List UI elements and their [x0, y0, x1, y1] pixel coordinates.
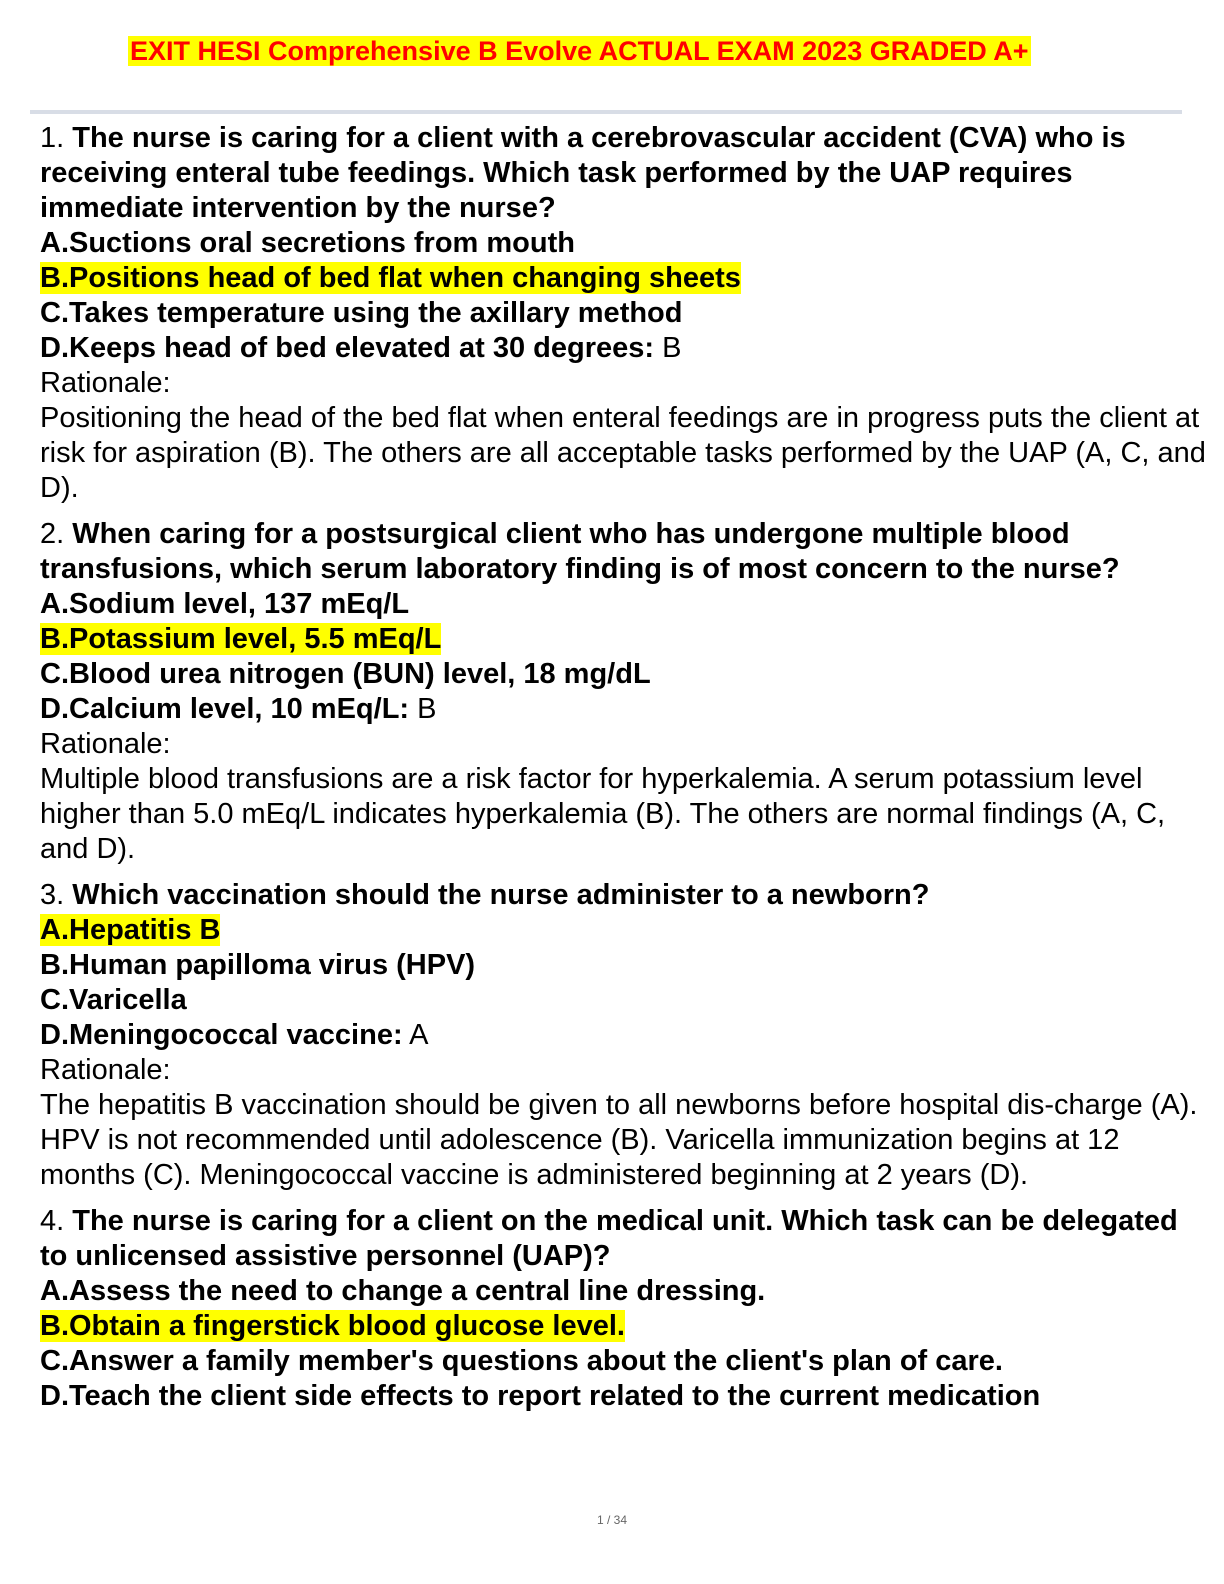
question-stem — [40, 1204, 1206, 1274]
question-3 — [40, 878, 1206, 1193]
question-2 — [40, 517, 1206, 867]
page-indicator: 1 / 34 — [596, 1513, 628, 1527]
option-d: D.Teach the client side effects to report related to the current medication — [40, 1380, 1041, 1412]
header-divider — [30, 110, 1182, 114]
question-number: 3. — [40, 879, 65, 911]
option-d: D.Calcium level, 10 mEq/L: B — [40, 693, 437, 725]
question-number: 4. — [40, 1205, 65, 1237]
rationale-text: Multiple blood transfusions are a risk factor for hyperkalemia. A serum potassium level higher than 5.0 mEq/L indicates hyperkalemia (B). The others are normal findings (A, C, and D). — [40, 763, 1166, 865]
option-c: C.Takes temperature using the axillary method — [40, 297, 683, 329]
option-b: B.Human papilloma virus (HPV) — [40, 949, 476, 981]
option-c: C.Blood urea nitrogen (BUN) level, 18 mg/dL — [40, 658, 651, 690]
question-list — [40, 121, 1206, 1425]
answer-key: B — [662, 332, 682, 364]
question-text: When caring for a postsurgical client who has undergone multiple blood transfusions, which serum laboratory finding is of most concern to the nurse? — [40, 518, 1120, 585]
document-title: EXIT HESI Comprehensive B Evolve ACTUAL EXAM 2023 GRADED A+ — [130, 36, 1029, 66]
option-c: C.Varicella — [40, 984, 187, 1016]
rationale-label: Rationale: — [40, 1054, 171, 1086]
option-b-correct: B.Obtain a fingerstick blood glucose level. — [40, 1310, 625, 1342]
question-text: The nurse is caring for a client on the medical unit. Which task can be delegated to unlicensed assistive personnel (UAP)? — [40, 1205, 1178, 1272]
question-1 — [40, 121, 1206, 506]
question-stem — [40, 517, 1206, 587]
option-a-correct: A.Hepatitis B — [40, 914, 221, 946]
rationale-label: Rationale: — [40, 367, 171, 399]
rationale-label: Rationale: — [40, 728, 171, 760]
option-b-correct: B.Positions head of bed flat when changing sheets — [40, 262, 741, 294]
question-stem — [40, 878, 1206, 913]
option-a: A.Sodium level, 137 mEq/L — [40, 588, 410, 620]
answer-key: B — [417, 693, 437, 725]
option-a: A.Suctions oral secretions from mouth — [40, 227, 575, 259]
option-b-correct: B.Potassium level, 5.5 mEq/L — [40, 623, 442, 655]
rationale-text: The hepatitis B vaccination should be given to all newborns before hospital dis-charge (A). HPV is not recommended until adolescence (B). Varicella immunization begins at 12 months (C). Meningococcal vaccine is administered beginning at 2 years (D). — [40, 1089, 1198, 1191]
option-d: D.Meningococcal vaccine: A — [40, 1019, 429, 1051]
question-text: Which vaccination should the nurse administer to a newborn? — [72, 879, 930, 911]
question-number: 2. — [40, 518, 65, 550]
option-c: C.Answer a family member's questions about the client's plan of care. — [40, 1345, 1003, 1377]
answer-key: A — [409, 1019, 429, 1051]
question-number: 1. — [40, 122, 65, 154]
question-text: The nurse is caring for a client with a cerebrovascular accident (CVA) who is receiving enteral tube feedings. Which task performed by the UAP requires immediate intervention by the nurse? — [40, 122, 1126, 224]
question-stem — [40, 121, 1206, 226]
option-d: D.Keeps head of bed elevated at 30 degrees: B — [40, 332, 682, 364]
document-header — [128, 32, 1188, 70]
rationale-text: Positioning the head of the bed flat when enteral feedings are in progress puts the client at risk for aspiration (B). The others are all acceptable tasks performed by the UAP (A, C, and D). — [40, 402, 1206, 504]
option-a: A.Assess the need to change a central line dressing. — [40, 1275, 766, 1307]
question-4 — [40, 1204, 1206, 1414]
